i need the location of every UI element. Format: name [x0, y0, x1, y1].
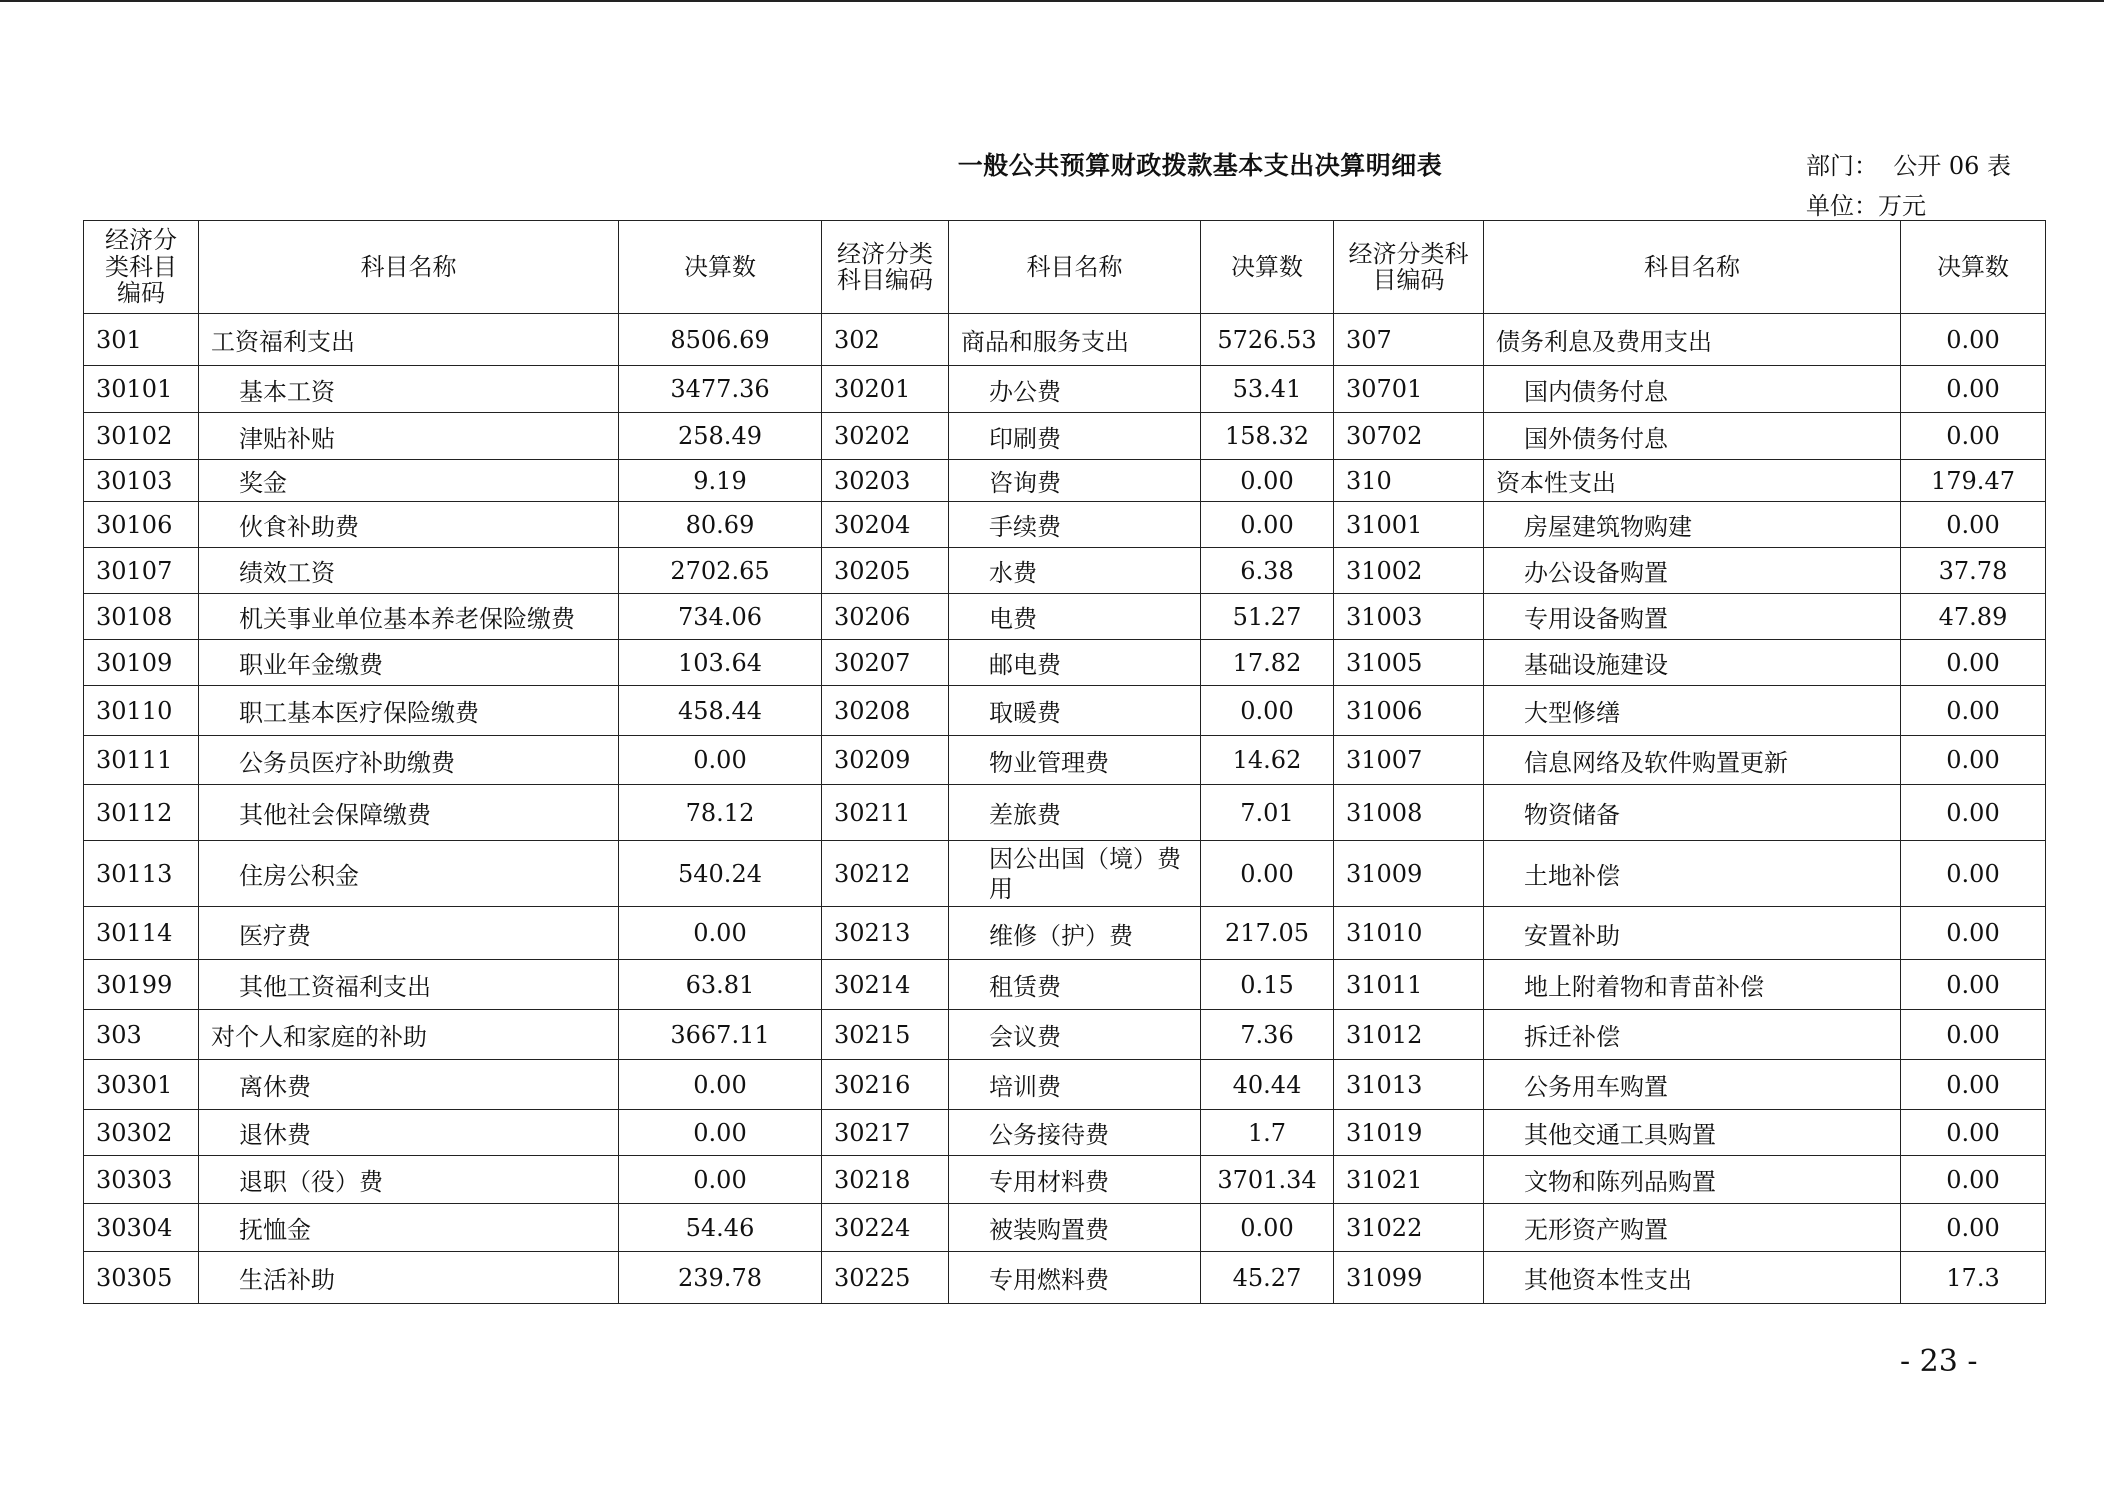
table-body [84, 314, 2046, 1304]
economic-code-cell: 31005 [1334, 640, 1484, 686]
item-name-cell: 印刷费 [949, 413, 1201, 460]
amount-cell: 17.3 [1901, 1252, 2046, 1304]
item-name-cell: 土地补偿 [1484, 841, 1901, 907]
economic-code-cell: 30218 [822, 1156, 949, 1204]
item-name-cell: 手续费 [949, 502, 1201, 548]
amount-cell: 3477.36 [619, 366, 822, 413]
item-name-cell: 办公费 [949, 366, 1201, 413]
amount-cell: 0.00 [1201, 502, 1334, 548]
item-name-cell: 退休费 [199, 1110, 619, 1156]
table-row [84, 1010, 2046, 1060]
item-name-cell: 对个人和家庭的补助 [199, 1010, 619, 1060]
item-name-cell: 国内债务付息 [1484, 366, 1901, 413]
amount-cell: 0.00 [1901, 1110, 2046, 1156]
economic-code-cell: 31012 [1334, 1010, 1484, 1060]
amount-cell: 0.00 [1901, 1060, 2046, 1110]
amount-cell: 0.00 [619, 1110, 822, 1156]
amount-cell: 2702.65 [619, 548, 822, 594]
amount-cell: 37.78 [1901, 548, 2046, 594]
item-name-cell: 基本工资 [199, 366, 619, 413]
department-line [1806, 146, 2011, 181]
item-name-cell: 伙食补助费 [199, 502, 619, 548]
amount-cell: 0.00 [1901, 1010, 2046, 1060]
header-name-1: 科目名称 [199, 221, 619, 314]
item-name-cell: 机关事业单位基本养老保险缴费 [199, 594, 619, 640]
economic-code-cell: 30305 [84, 1252, 199, 1304]
table-title: 一般公共预算财政拨款基本支出决算明细表 [957, 151, 1443, 180]
amount-cell: 0.00 [1901, 366, 2046, 413]
amount-cell: 5726.53 [1201, 314, 1334, 366]
item-name-cell: 物业管理费 [949, 736, 1201, 785]
item-name-cell: 信息网络及软件购置更新 [1484, 736, 1901, 785]
amount-cell: 0.00 [619, 736, 822, 785]
item-name-cell: 邮电费 [949, 640, 1201, 686]
economic-code-cell: 31021 [1334, 1156, 1484, 1204]
item-name-cell: 房屋建筑物购建 [1484, 502, 1901, 548]
table-row [84, 548, 2046, 594]
amount-cell: 7.36 [1201, 1010, 1334, 1060]
unit-value: 万元 [1878, 192, 1926, 220]
page-number: - 23 - [1900, 1344, 1978, 1379]
economic-code-cell: 30702 [1334, 413, 1484, 460]
item-name-cell: 奖金 [199, 460, 619, 502]
item-name-cell: 退职（役）费 [199, 1156, 619, 1204]
economic-code-cell: 30211 [822, 785, 949, 841]
economic-code-cell: 30224 [822, 1204, 949, 1252]
economic-code-cell: 30201 [822, 366, 949, 413]
amount-cell: 53.41 [1201, 366, 1334, 413]
item-name-cell: 商品和服务支出 [949, 314, 1201, 366]
economic-code-cell: 31003 [1334, 594, 1484, 640]
amount-cell: 0.00 [619, 1060, 822, 1110]
table-row [84, 736, 2046, 785]
amount-cell: 734.06 [619, 594, 822, 640]
item-name-cell: 办公设备购置 [1484, 548, 1901, 594]
economic-code-cell: 30101 [84, 366, 199, 413]
item-name-cell: 债务利息及费用支出 [1484, 314, 1901, 366]
economic-code-cell: 30215 [822, 1010, 949, 1060]
header-code-2: 经济分类科目编码 [822, 221, 949, 314]
amount-cell: 3701.34 [1201, 1156, 1334, 1204]
item-name-cell: 其他工资福利支出 [199, 960, 619, 1010]
amount-cell: 0.00 [1901, 1204, 2046, 1252]
economic-code-cell: 31019 [1334, 1110, 1484, 1156]
amount-cell: 0.00 [1901, 736, 2046, 785]
header-amount-3: 决算数 [1901, 221, 2046, 314]
item-name-cell: 其他社会保障缴费 [199, 785, 619, 841]
amount-cell: 45.27 [1201, 1252, 1334, 1304]
item-name-cell: 专用设备购置 [1484, 594, 1901, 640]
top-border-line [0, 0, 2104, 2]
amount-cell: 47.89 [1901, 594, 2046, 640]
amount-cell: 8506.69 [619, 314, 822, 366]
amount-cell: 7.01 [1201, 785, 1334, 841]
amount-cell: 0.00 [1201, 460, 1334, 502]
economic-code-cell: 31022 [1334, 1204, 1484, 1252]
header-code-3: 经济分类科目编码 [1334, 221, 1484, 314]
item-name-cell: 差旅费 [949, 785, 1201, 841]
amount-cell: 17.82 [1201, 640, 1334, 686]
table-row [84, 960, 2046, 1010]
amount-cell: 51.27 [1201, 594, 1334, 640]
table-row [84, 640, 2046, 686]
amount-cell: 458.44 [619, 686, 822, 736]
economic-code-cell: 303 [84, 1010, 199, 1060]
amount-cell: 0.00 [1901, 413, 2046, 460]
economic-code-cell: 31002 [1334, 548, 1484, 594]
economic-code-cell: 30106 [84, 502, 199, 548]
item-name-cell: 职工基本医疗保险缴费 [199, 686, 619, 736]
item-name-cell: 其他交通工具购置 [1484, 1110, 1901, 1156]
item-name-cell: 地上附着物和青苗补偿 [1484, 960, 1901, 1010]
item-name-cell: 专用材料费 [949, 1156, 1201, 1204]
amount-cell: 63.81 [619, 960, 822, 1010]
item-name-cell: 大型修缮 [1484, 686, 1901, 736]
table-row [84, 413, 2046, 460]
economic-code-cell: 30217 [822, 1110, 949, 1156]
amount-cell: 0.00 [1901, 686, 2046, 736]
header-name-3: 科目名称 [1484, 221, 1901, 314]
item-name-cell: 离休费 [199, 1060, 619, 1110]
item-name-cell: 医疗费 [199, 907, 619, 960]
amount-cell: 14.62 [1201, 736, 1334, 785]
item-name-cell: 拆迁补偿 [1484, 1010, 1901, 1060]
table-row [84, 907, 2046, 960]
table-row [84, 841, 2046, 907]
amount-cell: 80.69 [619, 502, 822, 548]
item-name-cell: 职业年金缴费 [199, 640, 619, 686]
amount-cell: 1.7 [1201, 1110, 1334, 1156]
economic-code-cell: 301 [84, 314, 199, 366]
table-row [84, 1252, 2046, 1304]
amount-cell: 3667.11 [619, 1010, 822, 1060]
item-name-cell: 公务员医疗补助缴费 [199, 736, 619, 785]
item-name-cell: 租赁费 [949, 960, 1201, 1010]
economic-code-cell: 31006 [1334, 686, 1484, 736]
item-name-cell: 资本性支出 [1484, 460, 1901, 502]
amount-cell: 258.49 [619, 413, 822, 460]
economic-code-cell: 30111 [84, 736, 199, 785]
economic-code-cell: 310 [1334, 460, 1484, 502]
economic-code-cell: 30108 [84, 594, 199, 640]
amount-cell: 6.38 [1201, 548, 1334, 594]
economic-code-cell: 31008 [1334, 785, 1484, 841]
table-row [84, 686, 2046, 736]
table-row [84, 502, 2046, 548]
item-name-cell: 电费 [949, 594, 1201, 640]
economic-code-cell: 30109 [84, 640, 199, 686]
amount-cell: 103.64 [619, 640, 822, 686]
economic-code-cell: 31001 [1334, 502, 1484, 548]
economic-code-cell: 30203 [822, 460, 949, 502]
economic-code-cell: 31010 [1334, 907, 1484, 960]
economic-code-cell: 30304 [84, 1204, 199, 1252]
economic-code-cell: 30205 [822, 548, 949, 594]
economic-code-cell: 30102 [84, 413, 199, 460]
table-row [84, 314, 2046, 366]
economic-code-cell: 30206 [822, 594, 949, 640]
amount-cell: 217.05 [1201, 907, 1334, 960]
economic-code-cell: 30199 [84, 960, 199, 1010]
amount-cell: 54.46 [619, 1204, 822, 1252]
amount-cell: 0.00 [1901, 502, 2046, 548]
item-name-cell: 国外债务付息 [1484, 413, 1901, 460]
economic-code-cell: 30212 [822, 841, 949, 907]
amount-cell: 0.15 [1201, 960, 1334, 1010]
amount-cell: 239.78 [619, 1252, 822, 1304]
table-row [84, 460, 2046, 502]
economic-code-cell: 307 [1334, 314, 1484, 366]
unit-line [1806, 186, 1926, 221]
economic-code-cell: 30302 [84, 1110, 199, 1156]
amount-cell: 0.00 [619, 907, 822, 960]
expenditure-detail-table [83, 220, 2046, 1304]
item-name-cell: 咨询费 [949, 460, 1201, 502]
economic-code-cell: 30213 [822, 907, 949, 960]
item-name-cell: 公务接待费 [949, 1110, 1201, 1156]
header-amount-1: 决算数 [619, 221, 822, 314]
item-name-cell: 专用燃料费 [949, 1252, 1201, 1304]
header-amount-2: 决算数 [1201, 221, 1334, 314]
economic-code-cell: 30207 [822, 640, 949, 686]
item-name-cell: 生活补助 [199, 1252, 619, 1304]
economic-code-cell: 30208 [822, 686, 949, 736]
amount-cell: 0.00 [1901, 960, 2046, 1010]
amount-cell: 0.00 [1901, 907, 2046, 960]
amount-cell: 78.12 [619, 785, 822, 841]
economic-code-cell: 30204 [822, 502, 949, 548]
amount-cell: 9.19 [619, 460, 822, 502]
item-name-cell: 水费 [949, 548, 1201, 594]
amount-cell: 40.44 [1201, 1060, 1334, 1110]
economic-code-cell: 30216 [822, 1060, 949, 1110]
amount-cell: 0.00 [1901, 1156, 2046, 1204]
amount-cell: 0.00 [1901, 640, 2046, 686]
item-name-cell: 会议费 [949, 1010, 1201, 1060]
table-row [84, 1156, 2046, 1204]
item-name-cell: 文物和陈列品购置 [1484, 1156, 1901, 1204]
item-name-cell: 维修（护）费 [949, 907, 1201, 960]
economic-code-cell: 31013 [1334, 1060, 1484, 1110]
header-row [84, 221, 2046, 314]
amount-cell: 540.24 [619, 841, 822, 907]
item-name-cell: 津贴补贴 [199, 413, 619, 460]
amount-cell: 0.00 [1201, 686, 1334, 736]
table-row [84, 594, 2046, 640]
economic-code-cell: 30112 [84, 785, 199, 841]
economic-code-cell: 30114 [84, 907, 199, 960]
amount-cell: 0.00 [1201, 841, 1334, 907]
unit-label: 单位： [1806, 192, 1878, 220]
header-code-1: 经济分类科目编码 [84, 221, 199, 314]
amount-cell: 0.00 [1901, 841, 2046, 907]
economic-code-cell: 30110 [84, 686, 199, 736]
table-row [84, 785, 2046, 841]
item-name-cell: 其他资本性支出 [1484, 1252, 1901, 1304]
amount-cell: 158.32 [1201, 413, 1334, 460]
item-name-cell: 抚恤金 [199, 1204, 619, 1252]
economic-code-cell: 30107 [84, 548, 199, 594]
economic-code-cell: 30209 [822, 736, 949, 785]
economic-code-cell: 30103 [84, 460, 199, 502]
item-name-cell: 基础设施建设 [1484, 640, 1901, 686]
economic-code-cell: 30214 [822, 960, 949, 1010]
economic-code-cell: 30303 [84, 1156, 199, 1204]
amount-cell: 179.47 [1901, 460, 2046, 502]
item-name-cell: 住房公积金 [199, 841, 619, 907]
amount-cell: 0.00 [1901, 314, 2046, 366]
item-name-cell: 绩效工资 [199, 548, 619, 594]
item-name-cell: 取暖费 [949, 686, 1201, 736]
item-name-cell: 物资储备 [1484, 785, 1901, 841]
amount-cell: 0.00 [1901, 785, 2046, 841]
economic-code-cell: 30202 [822, 413, 949, 460]
amount-cell: 0.00 [1201, 1204, 1334, 1252]
item-name-cell: 公务用车购置 [1484, 1060, 1901, 1110]
item-name-cell: 被装购置费 [949, 1204, 1201, 1252]
table-row [84, 1060, 2046, 1110]
department-label: 部门： [1806, 152, 1878, 180]
economic-code-cell: 30225 [822, 1252, 949, 1304]
economic-code-cell: 30701 [1334, 366, 1484, 413]
table-row [84, 366, 2046, 413]
economic-code-cell: 302 [822, 314, 949, 366]
table-row [84, 1204, 2046, 1252]
header-name-2: 科目名称 [949, 221, 1201, 314]
item-name-cell: 无形资产购置 [1484, 1204, 1901, 1252]
economic-code-cell: 31007 [1334, 736, 1484, 785]
economic-code-cell: 31011 [1334, 960, 1484, 1010]
item-name-cell: 安置补助 [1484, 907, 1901, 960]
amount-cell: 0.00 [619, 1156, 822, 1204]
economic-code-cell: 30113 [84, 841, 199, 907]
table-row [84, 1110, 2046, 1156]
item-name-cell: 工资福利支出 [199, 314, 619, 366]
economic-code-cell: 31099 [1334, 1252, 1484, 1304]
form-id: 公开 06 表 [1893, 152, 2012, 180]
item-name-cell: 因公出国（境）费用 [949, 841, 1201, 907]
economic-code-cell: 30301 [84, 1060, 199, 1110]
item-name-cell: 培训费 [949, 1060, 1201, 1110]
economic-code-cell: 31009 [1334, 841, 1484, 907]
